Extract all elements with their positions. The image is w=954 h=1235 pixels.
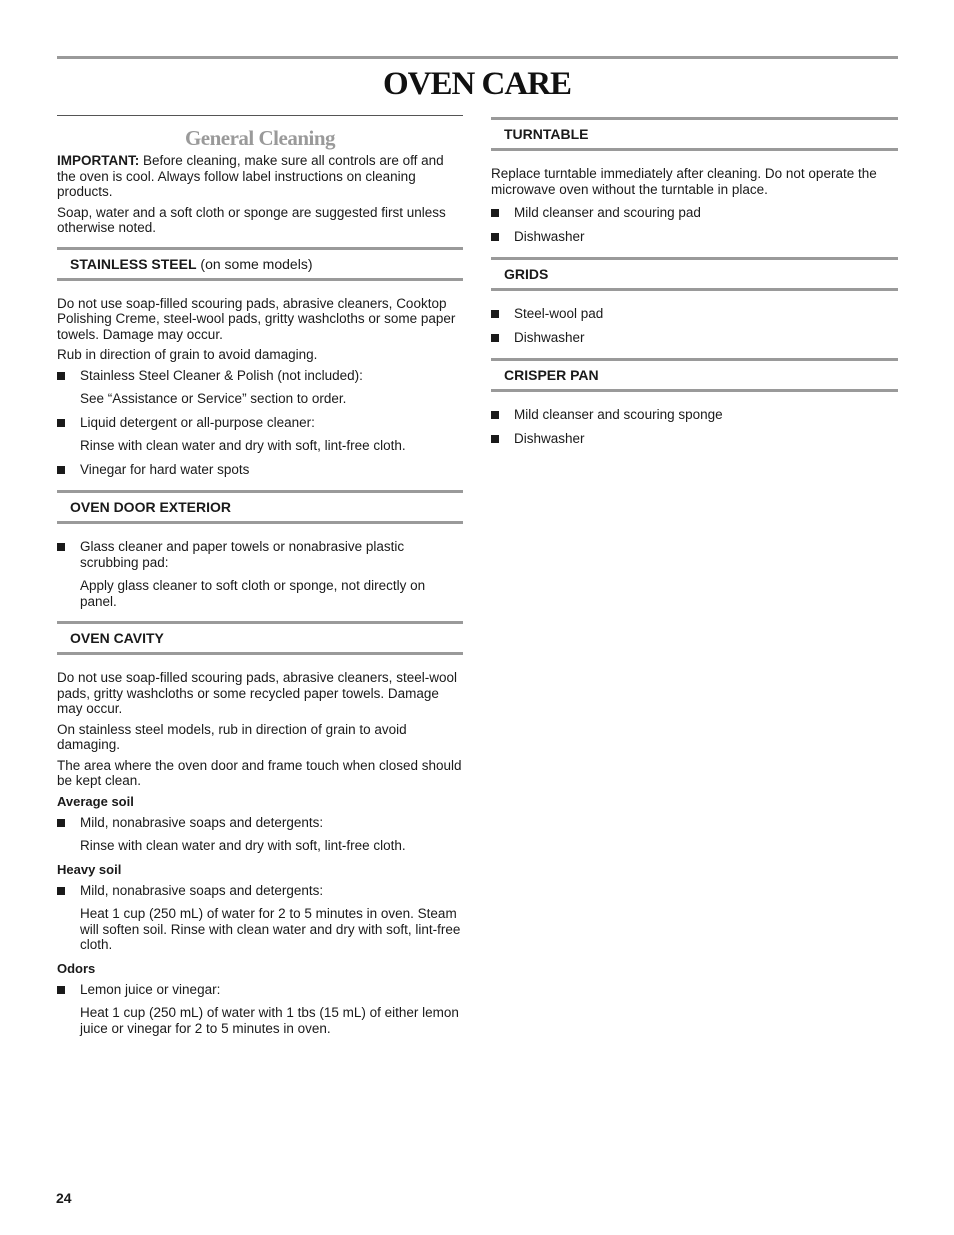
- section-heading-oven-cavity: OVEN CAVITY: [57, 621, 463, 655]
- list-item: [57, 415, 463, 431]
- bullet-square-icon: [491, 411, 499, 419]
- list-item-detail: Heat 1 cup (250 mL) of water for 2 to 5 minutes in oven. Steam will soften soil. Rinse with clean water and dry with soft, lint-free cloth.: [80, 906, 461, 952]
- list-item-text: Mild cleanser and scouring pad: [514, 205, 701, 220]
- section-heading-grids: GRIDS: [491, 257, 898, 291]
- top-rule: [57, 56, 898, 59]
- list-item-detail: Rinse with clean water and dry with soft, lint-free cloth.: [80, 438, 406, 453]
- stainless-steel-para-1: Do not use soap-filled scouring pads, abrasive cleaners, Cooktop Polishing Creme, steel-wool pads, gritty washcloths or some paper towels. Damage may occur.: [57, 295, 456, 342]
- list-item: [57, 815, 463, 831]
- oven-cavity-para-1: Do not use soap-filled scouring pads, abrasive cleaners, steel-wool pads, gritty washcloths or some recycled paper towels. Damage may occur.: [57, 670, 457, 716]
- bullet-square-icon: [57, 543, 65, 551]
- list-item-text: Glass cleaner and paper towels or nonabrasive plastic scrubbing pad:: [80, 539, 405, 570]
- list-item-text: Liquid detergent or all-purpose cleaner:: [80, 414, 315, 430]
- list-item: [491, 330, 898, 346]
- stainless-steel-para-2: Rub in direction of grain to avoid damaging.: [57, 347, 318, 362]
- list-item-text: Mild, nonabrasive soaps and detergents:: [80, 882, 324, 898]
- right-column: [491, 117, 898, 454]
- important-note: [57, 153, 463, 200]
- list-item: [491, 306, 898, 322]
- bullet-square-icon: [491, 435, 499, 443]
- list-item: [491, 407, 898, 423]
- general-note: Soap, water and a soft cloth or sponge are suggested first unless otherwise noted.: [57, 204, 446, 235]
- list-item-detail: Rinse with clean water and dry with soft, lint-free cloth.: [80, 838, 406, 853]
- section-heading-oven-door-exterior: OVEN DOOR EXTERIOR: [57, 490, 463, 524]
- list-item-text: Lemon juice or vinegar:: [80, 981, 221, 997]
- oven-cavity-para-2: On stainless steel models, rub in direction of grain to avoid damaging.: [57, 721, 407, 752]
- list-item: [491, 431, 898, 447]
- important-label: IMPORTANT:: [57, 153, 140, 168]
- bullet-square-icon: [57, 887, 65, 895]
- section-heading-turntable: TURNTABLE: [491, 117, 898, 151]
- bullet-square-icon: [57, 466, 65, 474]
- list-item-text: Steel-wool pad: [514, 306, 604, 321]
- list-item: [491, 205, 898, 221]
- stainless-steel-heading: STAINLESS STEEL: [70, 255, 197, 272]
- list-item-text: Stainless Steel Cleaner & Polish (not included):: [80, 367, 363, 383]
- list-item: [57, 982, 463, 998]
- oven-cavity-para-3: The area where the oven door and frame touch when closed should be kept clean.: [57, 757, 462, 788]
- list-item-text: Dishwasher: [514, 228, 585, 244]
- bullet-square-icon: [491, 209, 499, 217]
- list-item: [491, 229, 898, 245]
- bullet-square-icon: [491, 334, 499, 342]
- bullet-square-icon: [491, 233, 499, 241]
- stainless-steel-heading-note: (on some models): [196, 255, 313, 272]
- list-item-text: Dishwasher: [514, 430, 585, 446]
- page-title: OVEN CARE: [382, 66, 572, 102]
- average-soil-label: Average soil: [57, 793, 134, 809]
- list-item: [57, 368, 463, 384]
- bullet-square-icon: [491, 310, 499, 318]
- bullet-square-icon: [57, 819, 65, 827]
- list-item: [57, 539, 463, 570]
- bullet-square-icon: [57, 372, 65, 380]
- general-cleaning-title: General Cleaning: [184, 126, 336, 150]
- list-item: [57, 883, 463, 899]
- list-item-text: Vinegar for hard water spots: [80, 461, 250, 477]
- page-number: 24: [56, 1190, 72, 1206]
- list-item-detail: See “Assistance or Service” section to order.: [80, 391, 347, 406]
- odors-label: Odors: [57, 960, 96, 976]
- list-item-text: Mild, nonabrasive soaps and detergents:: [80, 814, 324, 830]
- turntable-para: Replace turntable immediately after cleaning. Do not operate the microwave oven without the turntable in place.: [491, 166, 877, 197]
- bullet-square-icon: [57, 986, 65, 994]
- heavy-soil-label: Heavy soil: [57, 861, 122, 877]
- bullet-square-icon: [57, 419, 65, 427]
- left-column: [57, 115, 463, 1044]
- list-item-detail: Apply glass cleaner to soft cloth or sponge, not directly on panel.: [80, 578, 426, 609]
- list-item: [57, 462, 463, 478]
- section-heading-stainless-steel: [57, 247, 463, 281]
- list-item-detail: Heat 1 cup (250 mL) of water with 1 tbs (15 mL) of either lemon juice or vinegar for 2 to 5 minutes in oven.: [80, 1005, 459, 1036]
- general-cleaning-rule: [57, 115, 463, 116]
- important-text: Before cleaning, make sure all controls are off and the oven is cool. Always follow label instructions on cleaning products.: [57, 153, 444, 199]
- list-item-text: Mild cleanser and scouring sponge: [514, 407, 723, 422]
- list-item-text: Dishwasher: [514, 329, 585, 345]
- section-heading-crisper-pan: CRISPER PAN: [491, 358, 898, 392]
